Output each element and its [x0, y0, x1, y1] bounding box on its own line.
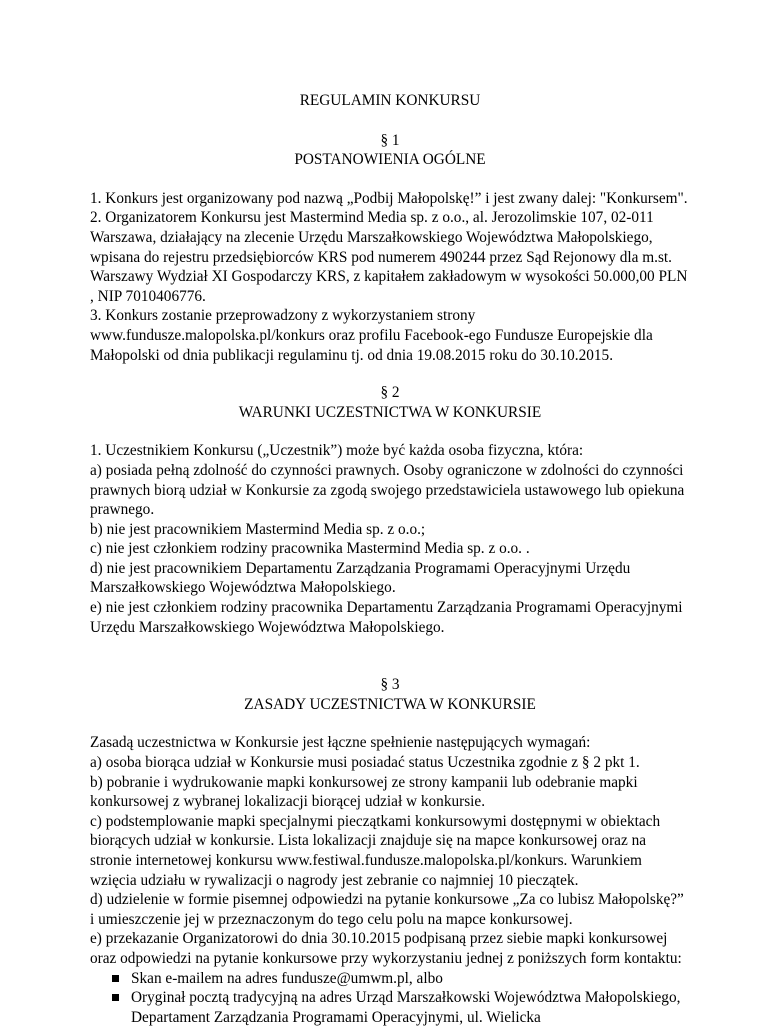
- paragraph: a) posiada pełną zdolność do czynności prawnych. Osoby ograniczone w zdolności do czynności prawnych biorą udział w Konkursie za zgodą swojego przedstawiciela ustawowego lub opiekuna prawnego.: [90, 461, 685, 519]
- section-1-heading: POSTANOWIENIA OGÓLNE: [294, 151, 486, 169]
- list-item-text: Oryginał pocztą tradycyjną na adres Urząd Marszałkowski Województwa Małopolskiego, Departament Zarządzania Programami Operacyjnymi, ul. Wielicka: [131, 989, 681, 1026]
- section-1-number: § 1: [380, 131, 400, 149]
- square-bullet-icon: [112, 994, 119, 1001]
- paragraph: 3. Konkurs zostanie przeprowadzony z wykorzystaniem strony www.fundusze.malopolska.pl/konkurs oraz profilu Facebook-ego Fundusze Europejskie dla Małopolski od dnia publikacji regulaminu tj. od dnia 19.08.2015 roku do 30.10.2015.: [90, 307, 653, 364]
- paragraph: 2. Organizatorem Konkursu jest Mastermind Media sp. z o.o., al. Jerozolimskie 107, 02-011 Warszawa, działający na zlecenie Urzędu Marszałkowskiego Województwa Małopolskiego, wpisana do rejestru przedsiębiorców KRS pod numerem 490244 przez Sąd Rejonowy dla m.st. Warszawy Wydział XI Gospodarczy KRS, z kapitałem zakładowym w wysokości 50.000,00 PLN , NIP 7010406776.: [90, 209, 688, 305]
- paragraph: d) udzielenie w formie pisemnej odpowiedzi na pytanie konkursowe „Za co lubisz Małopolskę?” i umieszczenie jej w przeznaczonym do tego celu polu na mapce konkursowej.: [90, 891, 684, 928]
- paragraph: b) nie jest pracownikiem Mastermind Media sp. z o.o.;: [90, 520, 426, 538]
- paragraph: a) osoba biorąca udział w Konkursie musi posiadać status Uczestnika zgodnie z § 2 pkt 1.: [90, 754, 640, 772]
- section-2-number: § 2: [380, 384, 400, 402]
- contact-forms-list: [90, 969, 690, 1027]
- paragraph: 1. Uczestnikiem Konkursu („Uczestnik”) może być każda osoba fizyczna, która:: [90, 442, 584, 460]
- document-title: REGULAMIN KONKURSU: [299, 92, 481, 109]
- paragraph: c) nie jest członkiem rodziny pracownika Mastermind Media sp. z o.o. .: [90, 540, 530, 558]
- section-2-body: [90, 441, 690, 637]
- paragraph: b) pobranie i wydrukowanie mapki konkursowej ze strony kampanii lub odebranie mapki konkursowej z wybranej lokalizacji biorącej udział w konkursie.: [90, 773, 638, 811]
- list-item-text: Skan e-mailem na adres fundusze@umwm.pl, albo: [131, 969, 443, 987]
- paragraph: e) przekazanie Organizatorowi do dnia 30.10.2015 podpisaną przez siebie mapki konkursowej oraz odpowiedzi na pytanie konkursowe przy wykorzystaniu jednej z poniższych form kontaktu:: [90, 930, 682, 967]
- paragraph: d) nie jest pracownikiem Departamentu Zarządzania Programami Operacyjnymi Urzędu Marszałkowskiego Województwa Małopolskiego.: [90, 559, 631, 597]
- section-3-number: § 3: [380, 676, 400, 694]
- section-2-heading: WARUNKI UCZESTNICTWA W KONKURSIE: [238, 403, 542, 421]
- paragraph: 1. Konkurs jest organizowany pod nazwą „Podbij Małopolskę!” i jest zwany dalej: "Konkursem".: [90, 189, 688, 207]
- section-3-heading: ZASADY UCZESTNICTWA W KONKURSIE: [244, 695, 536, 713]
- list-item: [90, 969, 690, 989]
- paragraph: e) nie jest członkiem rodziny pracownika Departamentu Zarządzania Programami Operacyjnymi Urzędu Marszałkowskiego Województwa Małopolskiego.: [90, 599, 683, 636]
- paragraph: Zasadą uczestnictwa w Konkursie jest łączne spełnienie następujących wymagań:: [90, 734, 591, 752]
- paragraph: c) podstemplowanie mapki specjalnymi pieczątkami konkursowymi dostępnymi w obiektach biorących udział w konkursie. Lista lokalizacji znajduje się na mapce konkursowej oraz na stronie internetowej konkursu www.festiwal.fundusze.malopolska.pl/konkurs. Warunkiem wzięcia udziału w rywalizacji o nagrody jest zebranie co najmniej 10 pieczątek.: [90, 812, 661, 889]
- section-3-body: [90, 733, 690, 1027]
- section-1-body: [90, 189, 690, 365]
- document-content: [90, 91, 690, 1027]
- square-bullet-icon: [112, 975, 119, 982]
